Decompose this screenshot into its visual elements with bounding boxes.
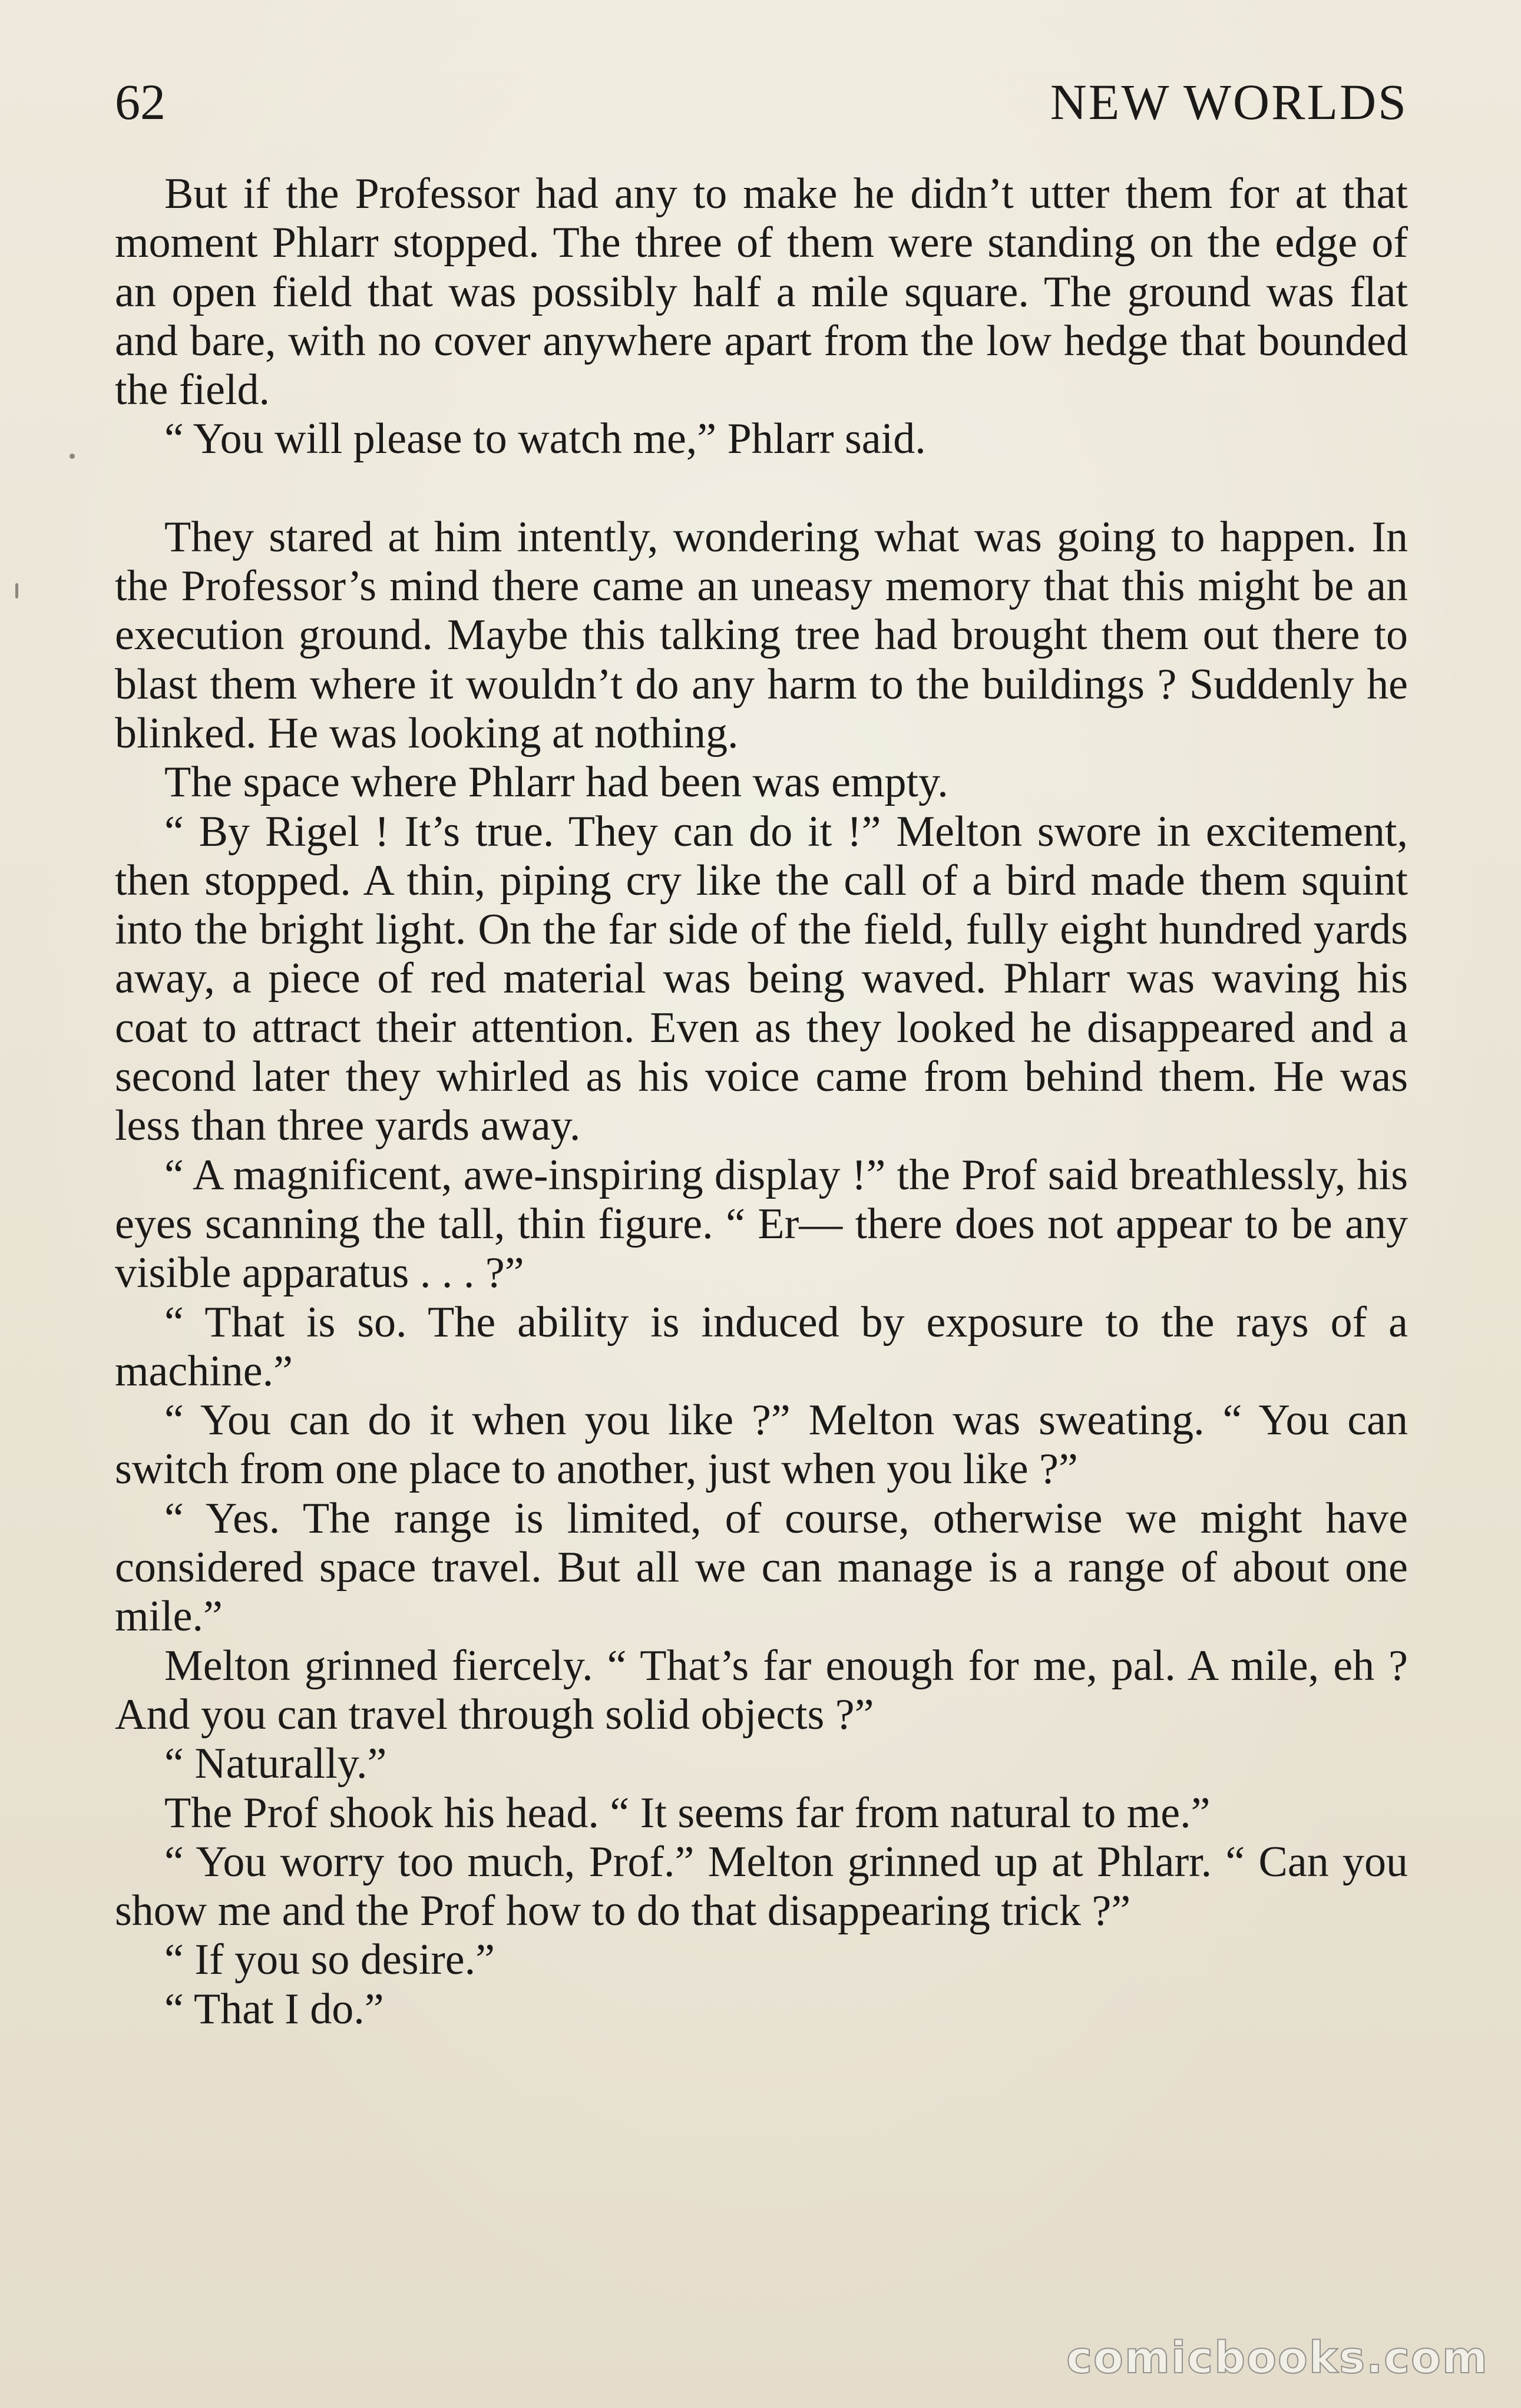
paragraph: “ If you so desire.” [164,1936,495,1984]
paragraph: “ You will please to watch me,” Phlarr said. [164,415,926,464]
story-text [115,170,1408,2034]
ink-speck [70,454,75,459]
paragraph: “ Yes. The range is limited, of course, otherwise we might have considered space travel. But all we can manage is a range of about one mile.” [115,1494,1408,1641]
paragraph: “ That is so. The ability is induced by exposure to the rays of a machine.” [115,1298,1408,1395]
ink-speck [15,583,18,598]
paragraph: But if the Professor had any to make he didn’t utter them for at that moment Phlarr stopped. The three of them were standing on the edge of an open field that was possibly half a mile square. The ground was flat and bare, with no cover anywhere apart from the low hedge that bounded the field. [115,170,1408,415]
paragraph: The Prof shook his head. “ It seems far from natural to me.” [164,1788,1211,1837]
paragraph: “ You worry too much, Prof.” Melton grinned up at Phlarr. “ Can you show me and the Prof how to do that disappearing trick ?” [115,1837,1408,1936]
paragraph: “ By Rigel ! It’s true. They can do it !” Melton swore in excitement, then stopped. A thin, piping cry like the call of a bird made them squint into the bright light. On the far side of the field, fully eight hundred yards away, a piece of red material was being waved. Phlarr was waving his coat to attract their attention. Even as they looked he disappeared and a second later they whirled as his voice came from behind them. He was less than three yards away. [115,807,1408,1150]
paragraph: They stared at him intently, wondering what was going to happen. In the Professor’s mind there came an uneasy memory that this might be an execution ground. Maybe this talking tree had brought them out there to blast them where it wouldn’t do any harm to the buildings ? Suddenly he blinked. He was looking at nothing. [115,512,1408,758]
paragraph: The space where Phlarr had been was empty. [164,758,948,807]
page-number: 62 [115,74,166,130]
paragraph: Melton grinned fiercely. “ That’s far enough for me, pal. A mile, eh ? And you can travel through solid objects ?” [115,1641,1408,1739]
paragraph: “ Naturally.” [164,1739,387,1788]
paragraph: “ You can do it when you like ?” Melton was sweating. “ You can switch from one place to another, just when you like ?” [115,1396,1408,1494]
running-head: NEW WORLDS [1050,74,1408,130]
page-header [115,70,1408,134]
paragraph: “ That I do.” [164,1984,384,2033]
paragraph: “ A magnificent, awe-inspiring display !” the Prof said breathlessly, his eyes scanning the tall, thin figure. “ Er— there does not appear to be any visible apparatus . . . ?” [115,1150,1408,1298]
watermark-logo: comicbooks.com [1066,2333,1489,2383]
